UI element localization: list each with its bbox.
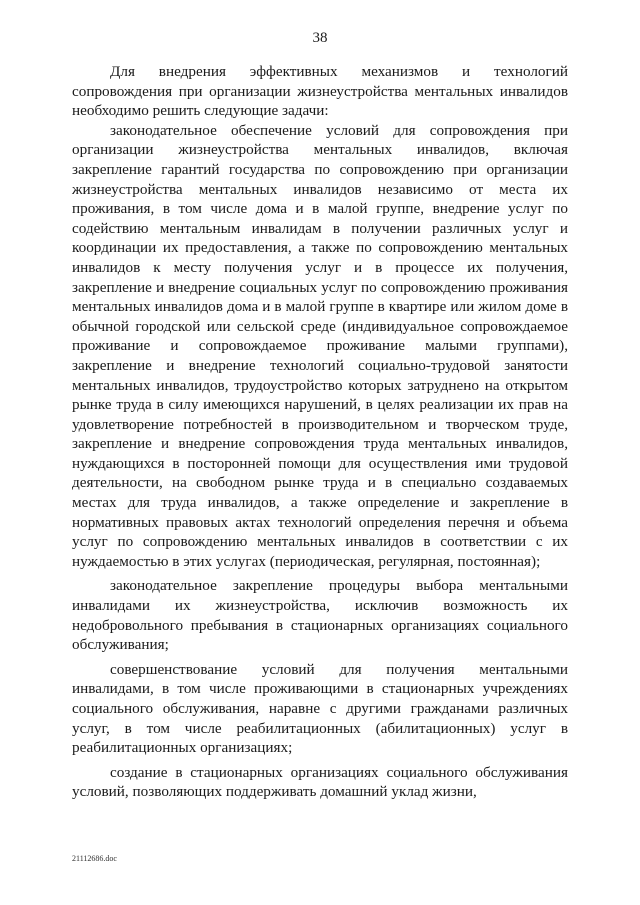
paragraph-intro: Для внедрения эффективных механизмов и технологий сопровождения при организации жизнеустройства ментальных инвалидов необходимо решить следующие задачи:	[72, 63, 568, 120]
document-body	[72, 62, 568, 802]
page-number: 38	[312, 30, 328, 46]
paragraph-service-improvement: совершенствование условий для получения ментальными инвалидами, в том числе проживающими в стационарных учреждениях социального обслуживания, наравне с другими гражданами различных услуг, в том числе реабилитационных (абилитационных) услуг в реабилитационных организациях;	[72, 660, 568, 757]
paragraph-home-lifestyle: создание в стационарных организациях социального обслуживания условий, позволяющих поддерживать домашний уклад жизни,	[72, 763, 568, 801]
document-filename: 21112686.doc	[72, 854, 117, 863]
paragraph-choice-procedure: законодательное закрепление процедуры выбора ментальными инвалидами их жизнеустройства, исключив возможность их недобровольного пребывания в стационарных организациях социального обслуживания;	[72, 577, 568, 654]
paragraph-legislative-support: законодательное обеспечение условий для сопровождения при организации жизнеустройства ментальных инвалидов, включая закрепление гарантий государства по сопровождению при организации жизнеустройства ментальных инвалидов независимо от места их проживания, в том числе дома и в малой группе, внедрение услуг по содействию ментальным инвалидам в получении различных услуг и координации их предоставления, а также по сопровождению ментальных инвалидов к месту получения услуг и в процессе их получения, закрепление и внедрение социальных услуг по сопровождению проживания ментальных инвалидов дома и в малой группе в квартире или жилом доме в обычной городской или сельской среде (индивидуальное сопровождаемое проживание и сопровождаемое проживание малыми группами), закрепление и внедрение технологий социально-трудовой занятости ментальных инвалидов, трудоустройство которых затруднено на открытом рынке труда в силу имеющихся нарушений, в целях реализации их прав на удовлетворение потребностей в производительном и творческом труде, закрепление и внедрение сопровождения труда ментальных инвалидов, нуждающихся в посторонней помощи для осуществления ими трудовой деятельности, на свободном рынке труда и в специально создаваемых местах для труда инвалидов, а также определение и закрепление в нормативных правовых актах технологий определения перечня и объема услуг по сопровождению ментальных инвалидов в соответствии с их нуждаемостью в этих услугах (периодическая, регулярная, постоянная);	[72, 121, 568, 570]
